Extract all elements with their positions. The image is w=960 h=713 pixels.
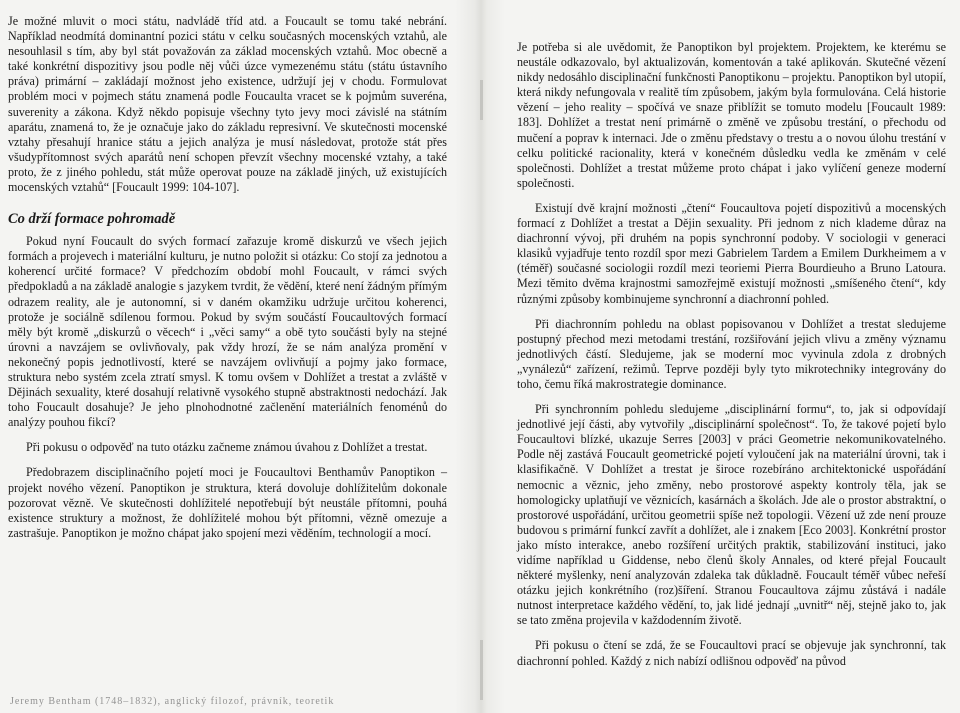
left-paragraph-1: Je možné mluvit o moci státu, nadvládě tříd atd. a Foucault se tomu také nebrání. Například neodmítá dominantní pozici státu v celku současných mocenských vztahů, ale nesouhlasil s tím, aby byl stát považován za základ mocenských vztahů. Moc obecně a také konkrétní dispozitivy jsou podle něj vůči úzce vymezenému státu (státu ústavního práva) primární – zakládají možnost jeho existence, udržují jej v chodu. Formulovat problém moci v pojmech státu znamená podle Foucaulta vracet se k pojmům suveréna, suverenity a zákona. Když někdo popisuje všechny tyto jevy moci závislé na státním aparátu, znamená to, že je označuje jako do základu represivní. Ve skutečnosti mocenské vztahy přesahují hranice státu a jejich analýza je musí následovat, protože stát přes všudypřítomnost svých aparátů není schopen převzít všechny mocenské vztahy, a také proto, že z jiného pohledu, stát může operovat pouze na základě jiných, už existujících mocenských vztahů“ [Foucault 1999: 104-107]. (8, 14, 447, 195)
right-paragraph-3: Při diachronním pohledu na oblast popisovanou v Dohlížet a trestat sledujeme postupný přechod mezi metodami trestání, rozšiřování jejich vlivu a změny významu jednotlivých částí. Sledujeme, jak se moderní moc vyvinula zdola z drobných „vynálezů“ zařízení, režimů. Teprve později byly tyto mikrotechniky integrovány do toho, čemu říká makrostrategie dominance. (517, 316, 946, 391)
gutter-shadow-mark (480, 640, 483, 700)
left-paragraph-2: Pokud nyní Foucault do svých formací zařazuje kromě diskurzů ve všech jejich formách a projevech i materiální kulturu, je nutno položit si otázku: Co stojí za jednotou a koherencí určité formace? V předchozím období mohl Foucault, v rámci svých předpokladů a na základě analogie s jazykem tvrdit, že vědění, které není žádným přímým odrazem reality, ale je autonomní, si v daném okamžiku udržuje určitou koherenci, protože je sociálně sdílenou formou. Pokud by svým součástí Foucaultových formací měly být kromě „diskurzů o věcech“ i „věci samy“ a obě tyto součásti byly na stejné úrovni a navzájem se ovlivňovaly, pak vždy hrozí, že se nám analýza promění v nekonečný popis jednotlivostí, které se navzájem ovlivňují a pojmy jako formace, struktura nebo systém zcela ztratí smysl. K tomu ovšem v Dohlížet a trestat a zvláště v Dějinách sexuality, které dosahují relativně vysokého stupně abstraktnosti nedochází. Jak toho Foucault dosahuje? Je jeho plnohodnotné začlenění materiálních fenoménů do analýzy pouhou fikcí? (8, 234, 447, 430)
right-paragraph-5: Při pokusu o čtení se zdá, že se Foucaultovi prací se objevuje jak synchronní, tak diachronní pohled. Každý z nich nabízí odlišnou odpověď na původ (517, 638, 946, 668)
right-paragraph-1: Je potřeba si ale uvědomit, že Panoptikon byl projektem. Projektem, ke kterému se neustále odkazovalo, byl aktualizován, komentován a také aplikován. Skutečné vězení nikdy nedosáhlo disciplinační funkčnosti Panoptikonu – projektu. Panoptikon byl utopií, která nikdy nefungovala v realitě tím způsobem, jakým byla formulována. Celá historie vězení – jeho reality – spočívá ve snaze přiblížit se tomuto modelu [Foucault 1989: 183]. Dohlížet a trestat není primárně o změně ve způsobu trestání, o přechodu od mučení a poprav k internaci. Jde o změnu představy o trestu a o novou úlohu trestání v celku politické racionality, která v konečném důsledku vedla ke změnám v celé společnosti. Dohlížet a trestat můžeme proto chápat i jako vylíčení geneze moderní společnosti. (517, 40, 946, 190)
left-page (0, 0, 455, 713)
gutter-shadow-mark (480, 80, 483, 120)
left-paragraph-3: Při pokusu o odpověď na tuto otázku začneme známou úvahou z Dohlížet a trestat. (26, 440, 428, 455)
right-paragraph-2: Existují dvě krajní možnosti „čtení“ Foucaultova pojetí dispozitivů a mocenských formací z Dohlížet a trestat a Dějin sexuality. Při jednom z nich klademe důraz na diachronní vývoj, při druhém na popis synchronní podoby. V sociologii v generaci klasiků vyjadřuje tento rozdíl spor mezi Gabrielem Tardem a Emilem Durkheimem a v (téměř) současné sociologii rozdíl mezi teoriemi Pierra Bourdieuho a Bruno Latoura. Mezi těmito dvěma krajnostmi samozřejmě existují možnosti „smíšeného čtení“, kdy různými způsoby kombinujeme synchronní a diachronní pohled. (517, 200, 946, 306)
section-heading: Co drží formace pohromadě (8, 211, 176, 228)
page-footnote: Jeremy Bentham (1748–1832), anglický filozof, právník, teoretik (10, 696, 335, 707)
right-page (505, 0, 960, 713)
left-paragraph-4: Předobrazem disciplinačního pojetí moci je Foucaultovi Benthamův Panoptikon – projekt nového vězení. Panoptikon je struktura, která dovoluje dohlížitelům dokonale pozorovat vězně. Ve skutečnosti dohlížitelé nepotřebují být neustále přítomni, pouhá existence struktury a možnost, že dohlížitelé mohou být přítomni, vězně omezuje a zastrašuje. Panoptikon je možno chápat jako spojení mezi věděním, technologií a mocí. (8, 465, 447, 540)
right-paragraph-4: Při synchronním pohledu sledujeme „disciplinární formu“, to, jak si odpovídají jednotlivé její části, aby vytvořily „disciplinární společnost“. To, že takové pojetí bylo Foucaultovi blízké, ukazuje Serres [2003] v práci Geometrie nekomunikovatelného. Podle něj zastává Foucault geometrické pojetí vyloučení jak na materiální úrovni, tak i klasifikačně. V Dohlížet a trestat je široce rozebíráno architektonické uspořádání nemocnic a věznic, jeho změny, nebo prostorové aspekty kontroly těla, jak se homologicky uplatňují ve věznicích, kasárnách a školách. Jde ale o prostor abstraktní, o prostorové uspořádání, určitou geometrii spíše než topologii. Vězení už zde není prouze budovou s primární funkcí zavřít a dohlížet, ale i znakem [Eco 2003]. Konkrétní prostor jako místo interakce, anebo rozšíření určitých praktik, stabilizování instituci, jako vidíme například u Giddense, nebo členů školy Annales, od které přejal Foucault některé myšlenky, není analyzován zdaleka tak důkladně. Foucault téměř vůbec neřeší otázku jejich konkrétního (roz)šíření. Stranou Foucaultova zájmu zůstává i nadále nutnost interpretace každého vědění, to, jak lidé jednají „uvnitř“ něj, stejně jako to, jak se tato změna projevila v každodenním životě. (517, 402, 946, 628)
